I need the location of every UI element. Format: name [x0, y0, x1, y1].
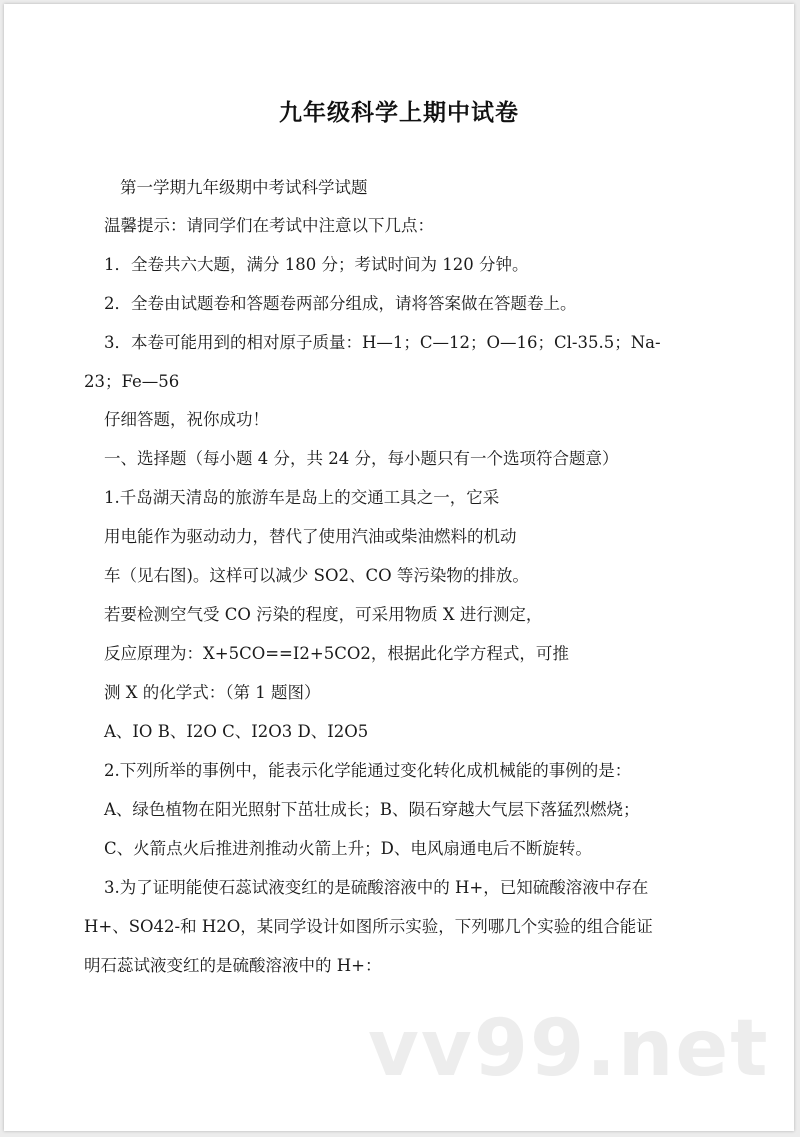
q1-line-5: 反应原理为：X+5CO==I2+5CO2，根据此化学方程式，可推: [104, 644, 569, 663]
watermark: vv99.net: [368, 1004, 770, 1094]
q1-line-1: 1.千岛湖天清岛的旅游车是岛上的交通工具之一，它采: [104, 488, 500, 507]
q2-options-line-1: A、绿色植物在阳光照射下茁壮成长；B、陨石穿越大气层下落猛烈燃烧；: [104, 800, 640, 819]
note-3: 3．本卷可能用到的相对原子质量：H—1；C—12；O—16；Cl-35.5；Na-: [104, 333, 661, 352]
q3-line-2: H+、SO42-和 H2O，某同学设计如图所示实验，下列哪几个实验的组合能证: [84, 917, 653, 936]
wish-text: 仔细答题，祝你成功！: [104, 410, 269, 429]
q1-line-4: 若要检测空气受 CO 污染的程度，可采用物质 X 进行测定，: [104, 605, 543, 624]
q3-line-1: 3.为了证明能使石蕊试液变红的是硫酸溶液中的 H+，已知硫酸溶液中存在: [104, 878, 649, 897]
exam-subtitle: 第一学期九年级期中考试科学试题: [120, 178, 368, 197]
q2-options-line-2: C、火箭点火后推进剂推动火箭上升；D、电风扇通电后不断旋转。: [104, 839, 592, 858]
note-2: 2．全卷由试题卷和答题卷两部分组成，请将答案做在答题卷上。: [104, 294, 577, 313]
note-3-continued: 23；Fe—56: [84, 372, 180, 391]
document-title: 九年级科学上期中试卷: [279, 100, 519, 126]
q1-line-2: 用电能作为驱动动力，替代了使用汽油或柴油燃料的机动: [104, 527, 517, 546]
document-page: [4, 4, 794, 1131]
notice-heading: 温馨提示：请同学们在考试中注意以下几点：: [104, 216, 434, 235]
section-1-heading: 一、选择题（每小题 4 分，共 24 分，每小题只有一个选项符合题意）: [104, 449, 619, 468]
q3-line-3: 明石蕊试液变红的是硫酸溶液中的 H+：: [84, 956, 382, 975]
q1-options: A、IO B、I2O C、I2O3 D、I2O5: [104, 722, 369, 741]
note-1: 1．全卷共六大题，满分 180 分；考试时间为 120 分钟。: [104, 255, 529, 274]
q1-line-3: 车（见右图)。这样可以减少 SO2、CO 等污染物的排放。: [104, 566, 529, 585]
q2-stem: 2.下列所举的事例中，能表示化学能通过变化转化成机械能的事例的是：: [104, 761, 632, 780]
q1-line-6: 测 X 的化学式：（第 1 题图）: [104, 683, 321, 702]
